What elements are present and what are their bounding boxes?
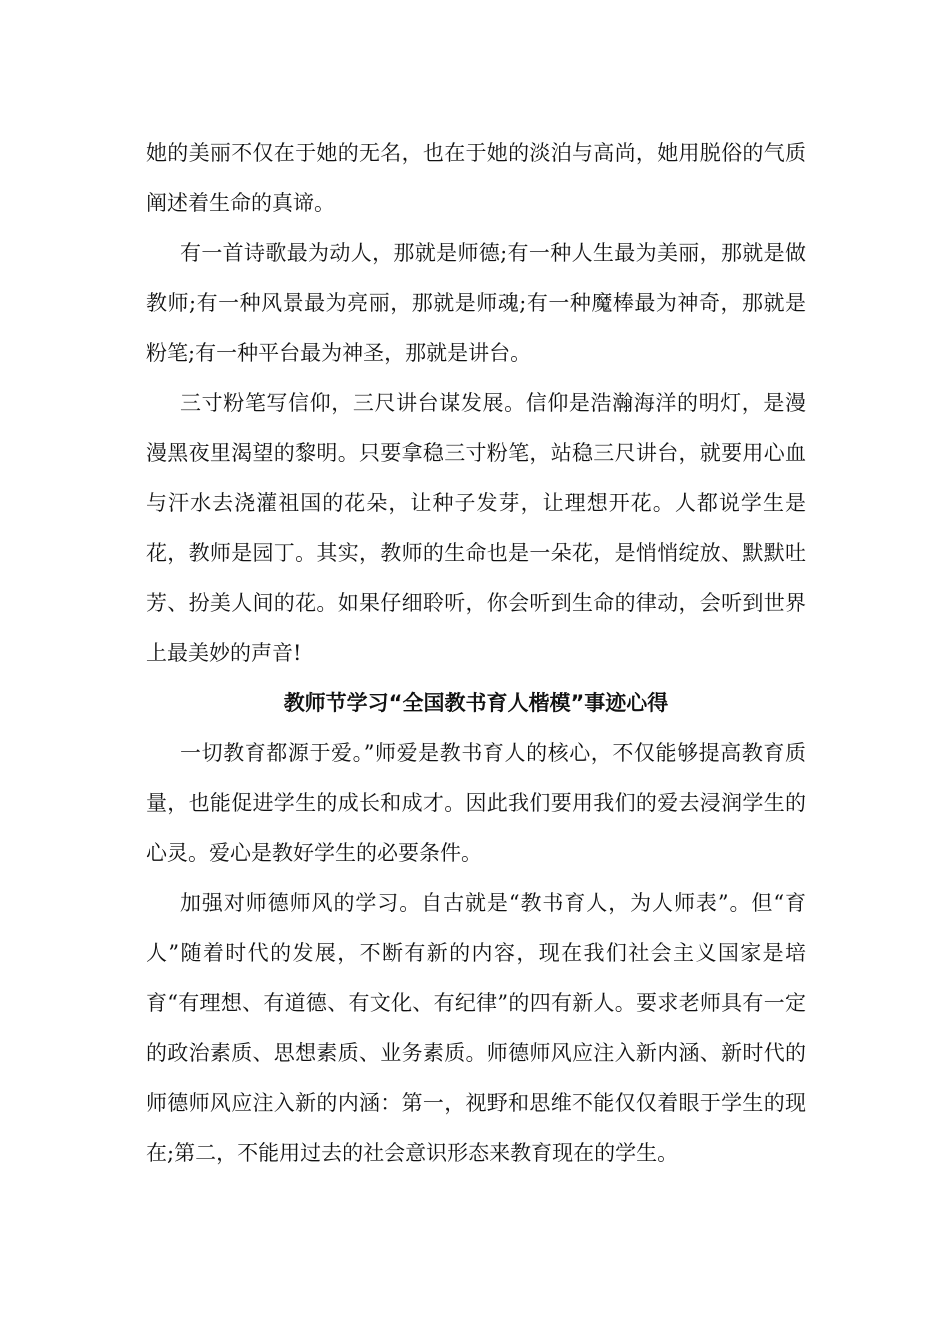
paragraph-2: 有一首诗歌最为动人，那就是师德;有一种人生最为美丽，那就是做教师;有一种风景最为亮丽，那就是师魂;有一种魔棒最为神奇，那就是粉笔;有一种平台最为神圣，那就是讲台。 bbox=[146, 241, 806, 365]
paragraph-3: 三寸粉笔写信仰，三尺讲台谋发展。信仰是浩瀚海洋的明灯，是漫漫黑夜里渴望的黎明。只要拿稳三寸粉笔，站稳三尺讲台，就要用心血与汗水去浇灌祖国的花朵，让种子发芽，让理想开花。人都说学生是花，教师是园丁。其实，教师的生命也是一朵花，是悄悄绽放、默默吐芳、扮美人间的花。如果仔细聆听，你会听到生命的律动，会听到世界上最美妙的声音! bbox=[146, 391, 806, 665]
paragraph-5: 加强对师德师风的学习。自古就是“教书育人，为人师表”。但“育人”随着时代的发展，不断有新的内容，现在我们社会主义国家是培育“有理想、有道德、有文化、有纪律”的四有新人。要求老师具有一定的政治素质、思想素质、业务素质。师德师风应注入新内涵、新时代的师德师风应注入新的内涵：第一，视野和思维不能仅仅着眼于学生的现在;第二，不能用过去的社会意识形态来教育现在的学生。 bbox=[146, 891, 806, 1165]
paragraph-4: 一切教育都源于爱。”师爱是教书育人的核心，不仅能够提高教育质量，也能促进学生的成长和成才。因此我们要用我们的爱去浸润学生的心灵。爱心是教好学生的必要条件。 bbox=[146, 741, 806, 865]
section-heading: 教师节学习“全国教书育人楷模”事迹心得 bbox=[283, 691, 669, 715]
paragraph-1: 她的美丽不仅在于她的无名，也在于她的淡泊与高尚，她用脱俗的气质阐述着生命的真谛。 bbox=[146, 141, 806, 215]
document-body bbox=[146, 128, 806, 1178]
